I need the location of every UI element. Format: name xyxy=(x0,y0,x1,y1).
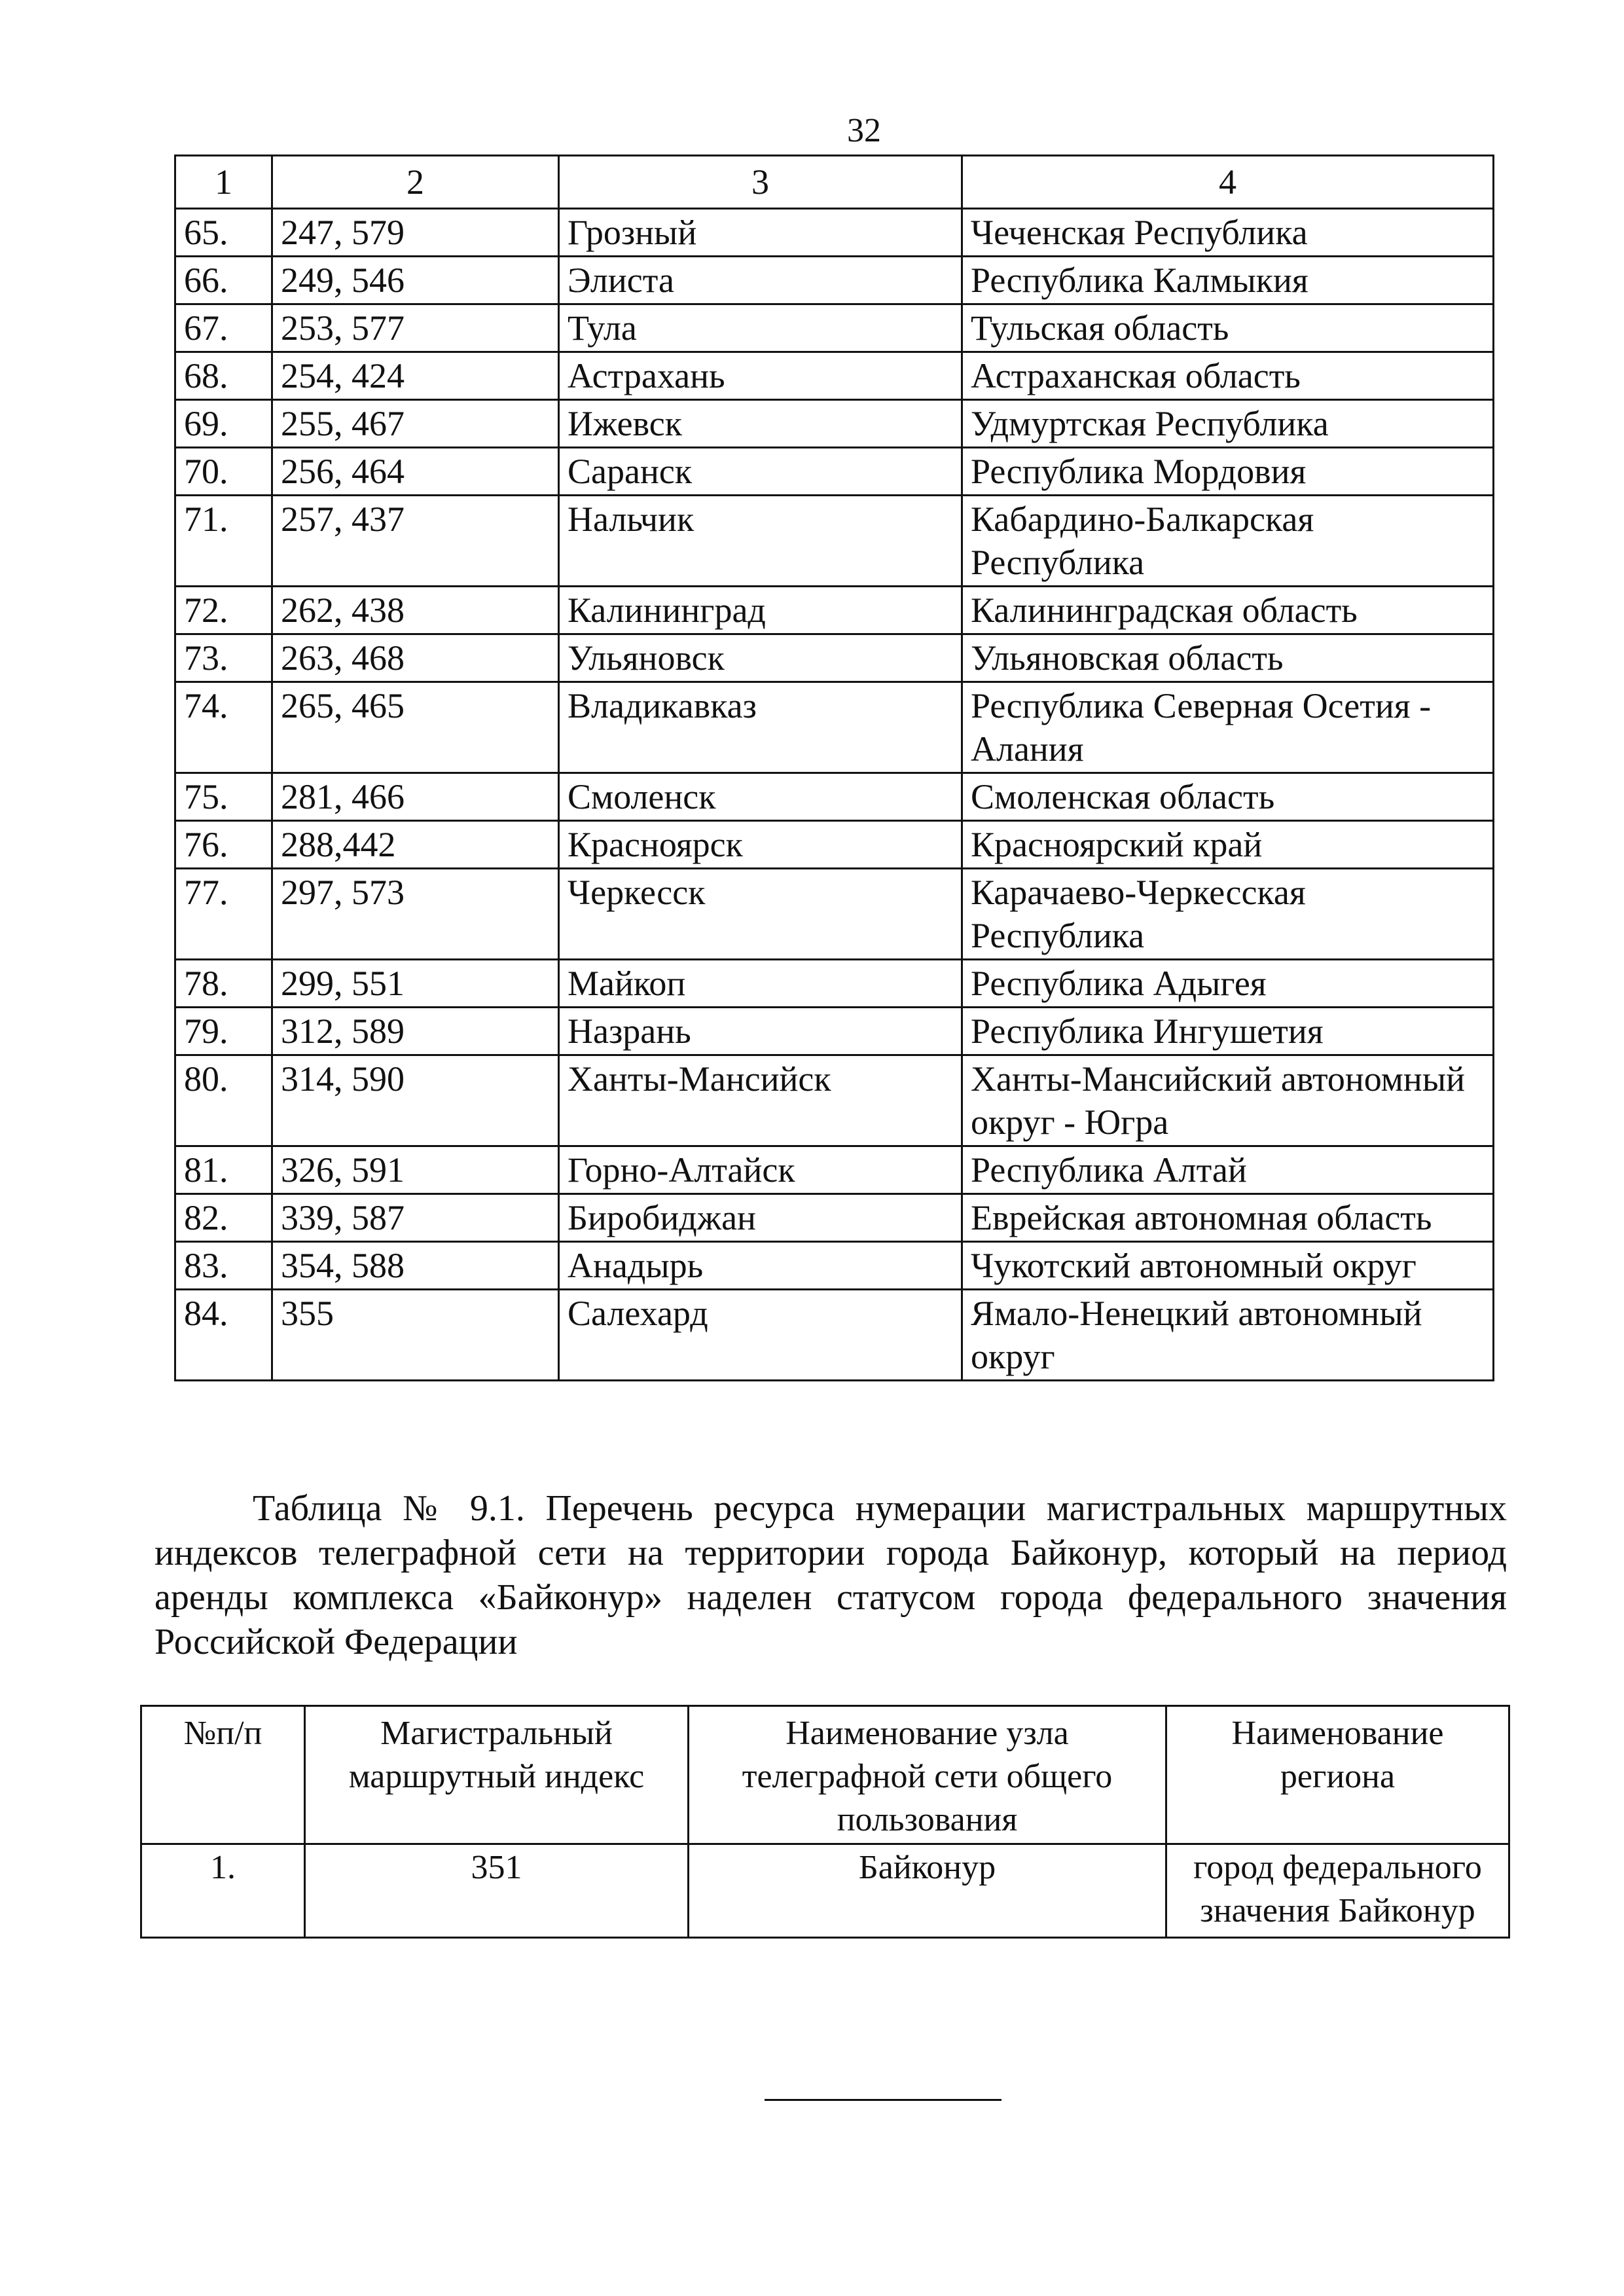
cell-city: Астрахань xyxy=(559,352,962,400)
cell-city: Горно-Алтайск xyxy=(559,1146,962,1194)
cell-city: Владикавказ xyxy=(559,682,962,773)
table-row xyxy=(175,209,1494,257)
cell-city: Биробиджан xyxy=(559,1194,962,1242)
cell-num: 75. xyxy=(175,773,272,821)
cell-index: 257, 437 xyxy=(272,496,559,587)
cell-index: 355 xyxy=(272,1290,559,1381)
cell-num: 71. xyxy=(175,496,272,587)
cell-region: Ульяновская область xyxy=(962,634,1494,682)
column-header: №п/п xyxy=(141,1706,305,1844)
table-header-row xyxy=(175,156,1494,209)
cell-region: Республика Адыгея xyxy=(962,960,1494,1008)
cell-region: Еврейская автономная область xyxy=(962,1194,1494,1242)
cell-region: Ханты-Мансийский автономный округ - Югра xyxy=(962,1055,1494,1146)
cell-city: Красноярск xyxy=(559,821,962,869)
cell-num: 67. xyxy=(175,304,272,352)
cell-region: Ямало-Ненецкий автономный округ xyxy=(962,1290,1494,1381)
table-row xyxy=(141,1844,1509,1938)
column-header: 4 xyxy=(962,156,1494,209)
cell-index: 299, 551 xyxy=(272,960,559,1008)
table-row xyxy=(175,960,1494,1008)
cell-city: Тула xyxy=(559,304,962,352)
cell-index: 265, 465 xyxy=(272,682,559,773)
cell-region: город федерального значения Байконур xyxy=(1166,1844,1509,1938)
page-number: 32 xyxy=(847,112,881,149)
cell-city: Ижевск xyxy=(559,400,962,448)
cell-index: 281, 466 xyxy=(272,773,559,821)
cell-num: 81. xyxy=(175,1146,272,1194)
cell-num: 65. xyxy=(175,209,272,257)
table-row xyxy=(175,1146,1494,1194)
table-row xyxy=(175,821,1494,869)
cell-index: 253, 577 xyxy=(272,304,559,352)
cell-city: Грозный xyxy=(559,209,962,257)
table-row xyxy=(175,634,1494,682)
cell-region: Республика Северная Осетия - Алания xyxy=(962,682,1494,773)
column-header: 3 xyxy=(559,156,962,209)
column-header: Магистральный маршрутный индекс xyxy=(305,1706,689,1844)
cell-index: 326, 591 xyxy=(272,1146,559,1194)
table-row xyxy=(175,587,1494,634)
cell-region: Карачаево-Черкесская Республика xyxy=(962,869,1494,960)
cell-num: 69. xyxy=(175,400,272,448)
cell-index: 262, 438 xyxy=(272,587,559,634)
table-row xyxy=(175,448,1494,496)
cell-num: 73. xyxy=(175,634,272,682)
table-row xyxy=(175,682,1494,773)
cell-num: 68. xyxy=(175,352,272,400)
cell-region: Смоленская область xyxy=(962,773,1494,821)
cell-num: 66. xyxy=(175,257,272,304)
cell-region: Кабардино-Балкарская Республика xyxy=(962,496,1494,587)
cell-num: 74. xyxy=(175,682,272,773)
cell-region: Республика Мордовия xyxy=(962,448,1494,496)
table-row xyxy=(175,1194,1494,1242)
cell-region: Республика Ингушетия xyxy=(962,1008,1494,1055)
indices-table-continued xyxy=(174,155,1494,1381)
table-row xyxy=(175,1290,1494,1381)
column-header: 1 xyxy=(175,156,272,209)
cell-region: Красноярский край xyxy=(962,821,1494,869)
cell-city: Ханты-Мансийск xyxy=(559,1055,962,1146)
cell-num: 80. xyxy=(175,1055,272,1146)
cell-index: 254, 424 xyxy=(272,352,559,400)
table-row xyxy=(175,1242,1494,1290)
cell-num: 72. xyxy=(175,587,272,634)
column-header: Наименование узла телеграфной сети общего пользования xyxy=(689,1706,1166,1844)
cell-num: 77. xyxy=(175,869,272,960)
table-row xyxy=(175,304,1494,352)
table-row xyxy=(175,1055,1494,1146)
cell-node: Байконур xyxy=(689,1844,1166,1938)
cell-region: Республика Алтай xyxy=(962,1146,1494,1194)
cell-city: Салехард xyxy=(559,1290,962,1381)
table-caption: Таблица № 9.1. Перечень ресурса нумерации магистральных маршрутных индексов телеграфной сети на территории города Байконур, который на период аренды комплекса «Байконур» наделен статусом города федерального значения Российской Федерации xyxy=(154,1488,1507,1662)
cell-index: 288,442 xyxy=(272,821,559,869)
cell-index: 249, 546 xyxy=(272,257,559,304)
table-row xyxy=(175,257,1494,304)
cell-num: 83. xyxy=(175,1242,272,1290)
cell-city: Анадырь xyxy=(559,1242,962,1290)
cell-num: 70. xyxy=(175,448,272,496)
column-header: 2 xyxy=(272,156,559,209)
cell-index: 339, 587 xyxy=(272,1194,559,1242)
table-row xyxy=(175,773,1494,821)
cell-region: Астраханская область xyxy=(962,352,1494,400)
footer-divider xyxy=(765,2099,1001,2101)
cell-city: Саранск xyxy=(559,448,962,496)
cell-index: 351 xyxy=(305,1844,689,1938)
cell-region: Республика Калмыкия xyxy=(962,257,1494,304)
table-row xyxy=(175,1008,1494,1055)
cell-city: Майкоп xyxy=(559,960,962,1008)
cell-city: Назрань xyxy=(559,1008,962,1055)
cell-region: Тульская область xyxy=(962,304,1494,352)
table-row xyxy=(175,400,1494,448)
column-header: Наименование региона xyxy=(1166,1706,1509,1844)
cell-city: Калининград xyxy=(559,587,962,634)
cell-city: Ульяновск xyxy=(559,634,962,682)
cell-region: Чеченская Республика xyxy=(962,209,1494,257)
cell-region: Удмуртская Республика xyxy=(962,400,1494,448)
cell-index: 263, 468 xyxy=(272,634,559,682)
baikonur-table xyxy=(140,1705,1510,1939)
cell-index: 297, 573 xyxy=(272,869,559,960)
cell-num: 82. xyxy=(175,1194,272,1242)
cell-city: Элиста xyxy=(559,257,962,304)
cell-city: Нальчик xyxy=(559,496,962,587)
cell-index: 255, 467 xyxy=(272,400,559,448)
cell-index: 314, 590 xyxy=(272,1055,559,1146)
cell-num: 78. xyxy=(175,960,272,1008)
table-row xyxy=(175,496,1494,587)
cell-region: Калининградская область xyxy=(962,587,1494,634)
table-row xyxy=(175,352,1494,400)
cell-num: 1. xyxy=(141,1844,305,1938)
cell-region: Чукотский автономный округ xyxy=(962,1242,1494,1290)
table-header-row xyxy=(141,1706,1509,1844)
table-row xyxy=(175,869,1494,960)
cell-index: 256, 464 xyxy=(272,448,559,496)
cell-index: 312, 589 xyxy=(272,1008,559,1055)
cell-index: 247, 579 xyxy=(272,209,559,257)
cell-num: 79. xyxy=(175,1008,272,1055)
cell-num: 76. xyxy=(175,821,272,869)
cell-index: 354, 588 xyxy=(272,1242,559,1290)
cell-num: 84. xyxy=(175,1290,272,1381)
cell-city: Смоленск xyxy=(559,773,962,821)
cell-city: Черкесск xyxy=(559,869,962,960)
